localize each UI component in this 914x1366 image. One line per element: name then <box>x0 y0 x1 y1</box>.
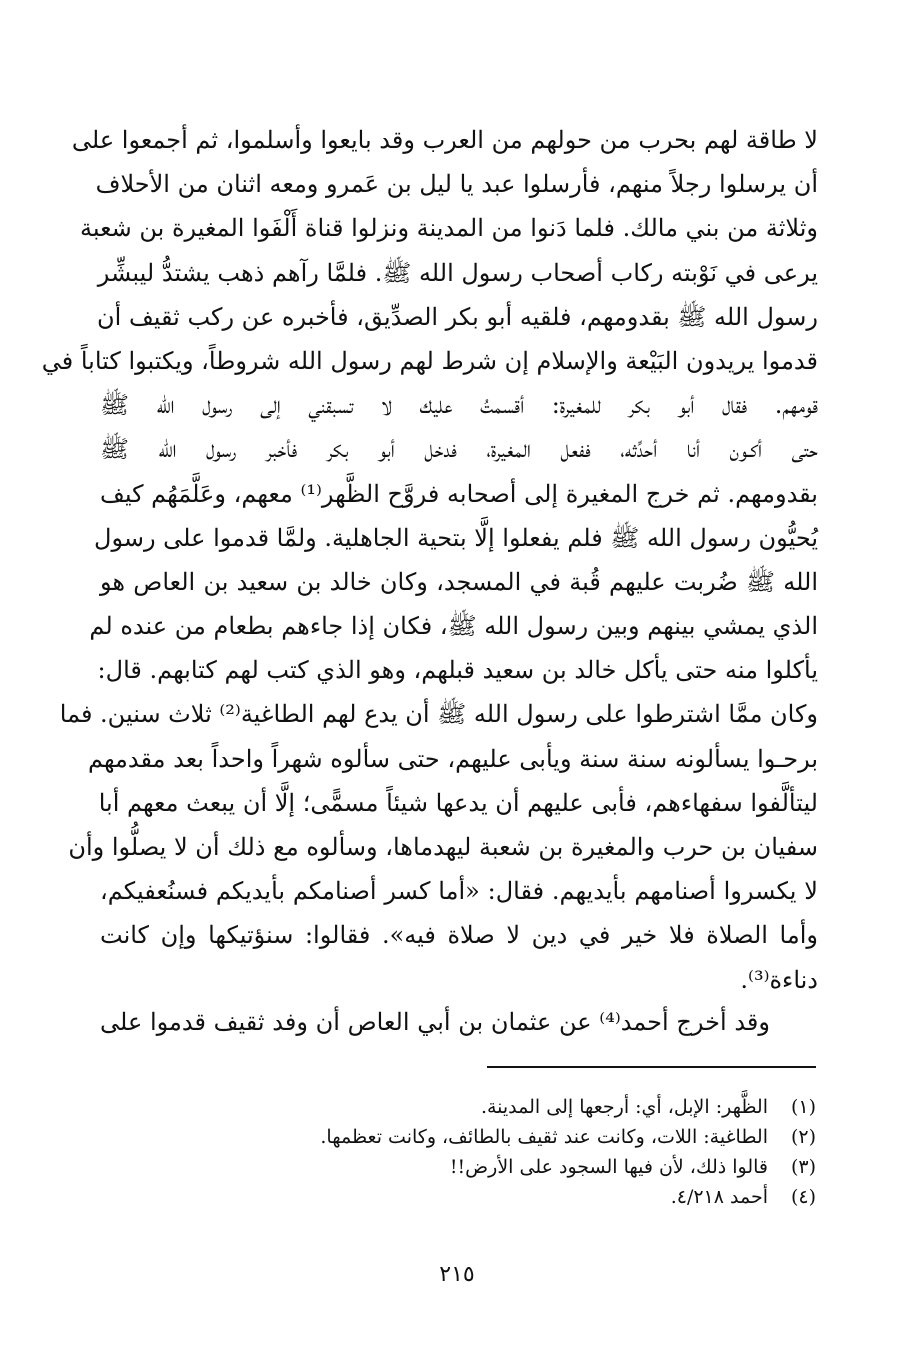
footnote-text: أحمد ٤/٢١٨. <box>670 1186 768 1208</box>
text-line: يرعى في نَوْبته ركاب أصحاب رسول الله ﷺ. فلمَّا رآهم ذهب يشتدُّ ليبشِّر <box>97 258 818 287</box>
footnote-text: الظَّهر: الإبل، أي: أرجعها إلى المدينة. <box>480 1096 768 1118</box>
footnote-number: (٤) <box>790 1186 816 1208</box>
text-line: الذي يمشي بينهم وبين رسول الله ﷺ، فكان إذا جاءهم بطعام من عنده لم <box>89 612 818 641</box>
footnote-item <box>240 1122 816 1152</box>
text-line: الله ﷺ ضُربت عليهم قُبة في المسجد، وكان خالد بن سعيد بن العاص هو <box>100 567 818 596</box>
text-line: سفيان بن حرب والمغيرة بن شعبة ليهدماها، وسألوه مع ذلك أن لا يصلُّوا وأن <box>68 833 818 861</box>
text-line: لا طاقة لهم بحرب من حولهم من العرب وقد بايعوا وأسلموا، ثم أجمعوا على <box>71 126 818 154</box>
text-line: يأكلوا منه حتى يأكل خالد بن سعيد قبلهم، وهو الذي كتب لهم كتابهم. قال: <box>97 656 818 685</box>
text-line: وأما الصلاة فلا خير في دين لا صلاة فيه». فقالوا: سنؤتيكها وإن كانت <box>100 921 818 950</box>
footnote-item <box>240 1152 816 1182</box>
footnote-text: الطاغية: اللات، وكانت عند ثقيف بالطائف، وكانت تعظمها. <box>320 1126 768 1148</box>
text-line: رسول الله ﷺ بقدومهم، فلقيه أبو بكر الصدِّيق، فأخبره عن ركب ثقيف أن <box>97 302 818 331</box>
text-line: لا يكسروا أصنامهم بأيديهم. فقال: «أما كسر أصنامكم بأيديكم فسنُعفيكم، <box>100 877 818 906</box>
text-line: قدموا يريدون البَيْعة والإسلام إن شرط لهم رسول الله شروطاً، ويكتبوا كتاباً في <box>41 346 818 375</box>
text-line: دناءة⁽³⁾. <box>740 965 818 994</box>
text-line: أن يرسلوا رجلاً منهم، فأرسلوا عبد يا ليل بن عَمرو ومعه اثنان من الأحلاف <box>95 170 818 199</box>
footnote-item <box>240 1182 816 1212</box>
text-line: وقد أخرج أحمد⁽⁴⁾ عن عثمان بن أبي العاص أن وفد ثقيف قدموا على <box>100 1008 770 1036</box>
text-line: برحـوا يسألونه سنة سنة ويأبى عليهم، حتى سألوه شهراً واحداً بعد مقدمهم <box>88 744 818 773</box>
main-paragraph <box>41 118 818 1002</box>
page-number: ٢١٥ <box>439 1262 475 1287</box>
text-line: ليتألَّفوا سفهاءهم، فأبى عليهم أن يدعها شيئاً مسمًّى؛ إلَّا أن يبعث معهم أبا <box>98 788 818 817</box>
text-line: وكان ممَّا اشترطوا على رسول الله ﷺ أن يدع لهم الطاغية⁽²⁾ ثلاث سنين. فما <box>59 700 818 729</box>
footnote-text: قالوا ذلك، لأن فيها السجود على الأرض!! <box>449 1156 768 1178</box>
text-line: حتى أكـون أنا أحدِّثه، ففعل المغيرة، فدخل أبو بكر فأخبر رسول الله ﷺ <box>100 435 818 464</box>
text-line: بقدومهم. ثم خرج المغيرة إلى أصحابه فروَّح الظَّهر⁽¹⁾ معهم، وعَلَّمَهُم كيف <box>100 479 818 508</box>
second-paragraph <box>100 1000 818 1044</box>
footnote-number: (١) <box>790 1096 816 1118</box>
footnote-number: (٣) <box>790 1156 816 1178</box>
footnote-separator <box>487 1066 816 1068</box>
text-line: قومهم. فقال أبو بكر للمغيرة: أقسمتُ عليك لا تسبقني إلى رسول الله ﷺ <box>100 391 818 420</box>
footnote-number: (٢) <box>790 1126 816 1148</box>
footnotes <box>240 1092 816 1212</box>
footnote-item <box>240 1092 816 1122</box>
text-line: يُحيُّون رسول الله ﷺ فلم يفعلوا إلَّا بتحية الجاهلية. ولمَّا قدموا على رسول <box>94 523 818 552</box>
text-line: وثلاثة من بني مالك. فلما دَنوا من المدينة ونزلوا قناة أَلْفَوا المغيرة بن شعبة <box>79 214 818 243</box>
